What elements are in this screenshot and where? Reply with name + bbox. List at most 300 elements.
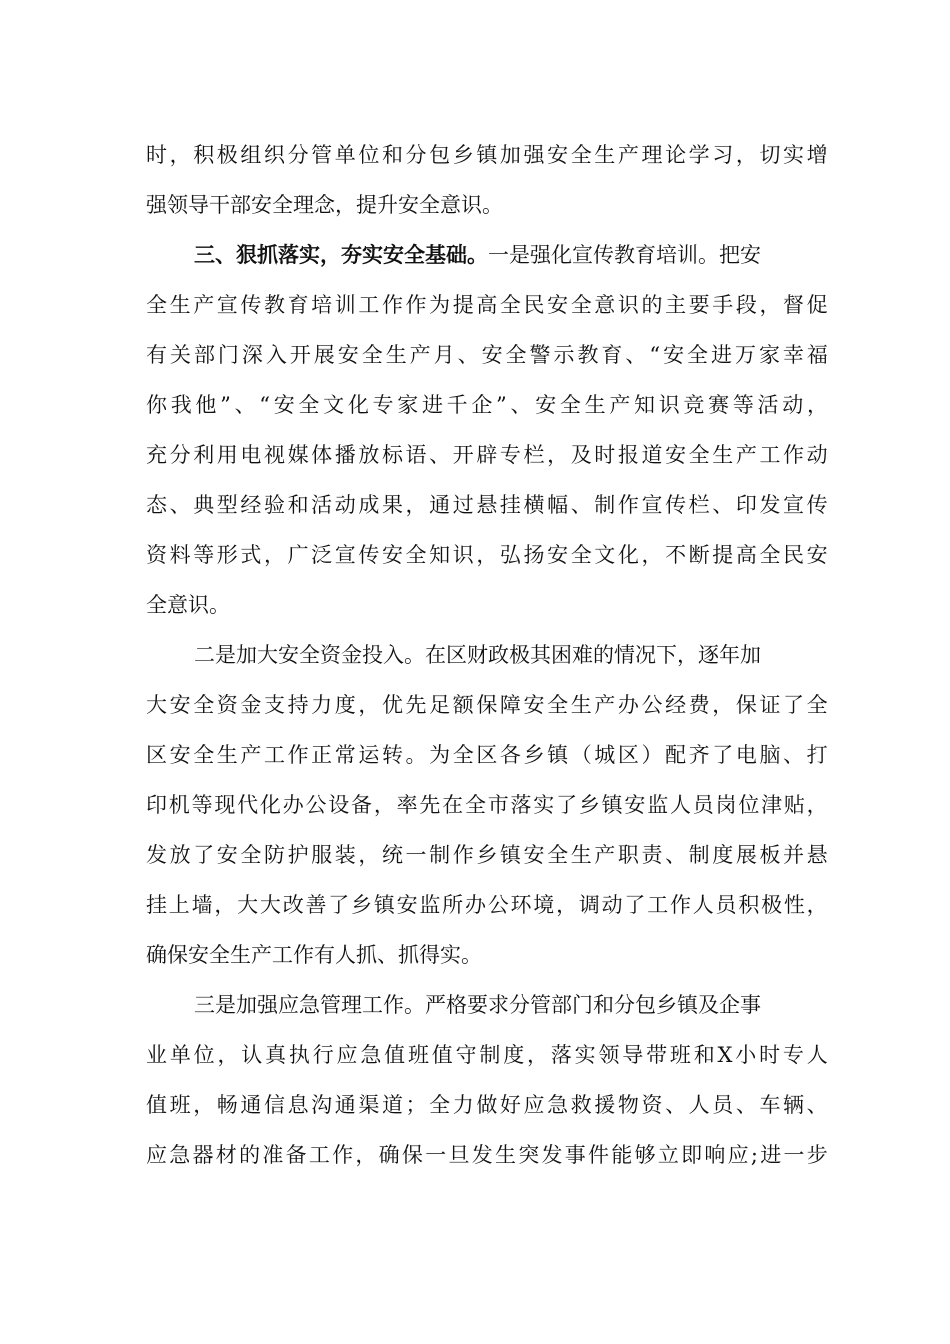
text-char: 作 xyxy=(381,293,403,317)
text-char: 区 xyxy=(146,743,167,767)
text-char: 上 xyxy=(168,893,190,917)
text-char: 应 xyxy=(727,1143,749,1167)
text-char: 赛 xyxy=(708,393,730,417)
text-char: 的 xyxy=(641,293,663,317)
text-char: 先 xyxy=(405,693,427,717)
text-char: 乡 xyxy=(351,893,373,917)
text-char: 镇 xyxy=(601,793,623,817)
text-char: 通 xyxy=(429,493,451,517)
text-char: 产 xyxy=(594,693,616,717)
text-char: 示 xyxy=(553,343,575,367)
text-char: 班 xyxy=(407,1043,429,1067)
text-char: 环 xyxy=(510,893,532,917)
text-char: 产 xyxy=(609,393,631,417)
text-char: 贴 xyxy=(783,793,805,817)
text-char: 电 xyxy=(735,743,757,767)
text-char: 援 xyxy=(594,1093,616,1117)
text-char: 性 xyxy=(783,893,805,917)
text-line xyxy=(146,330,828,380)
text-char: ， xyxy=(214,893,236,917)
text-char: 发 xyxy=(541,1143,563,1167)
text-char: 、 xyxy=(169,493,191,517)
text-char: 急 xyxy=(169,1143,191,1167)
text-char: 守 xyxy=(455,1043,477,1067)
text-char: 安 xyxy=(535,393,557,417)
text-char: 宣 xyxy=(641,493,663,517)
text-char: 了 xyxy=(783,693,805,717)
text-char: 值 xyxy=(431,1043,453,1067)
text-char: 、 xyxy=(712,493,734,517)
text-char: 了 xyxy=(712,743,734,767)
text-char: 额 xyxy=(452,693,474,717)
text-char: 实 xyxy=(574,1043,596,1067)
text-char: 、 xyxy=(806,1093,828,1117)
text-char: 动 xyxy=(782,393,804,417)
text-char: 准 xyxy=(262,1143,284,1167)
text-char: 安 xyxy=(381,543,403,567)
text-char: 防 xyxy=(263,843,285,867)
text-char: 育 xyxy=(601,343,623,367)
text-char: 栏 xyxy=(523,443,545,467)
text-char: 活 xyxy=(757,393,779,417)
text-char: 挂 xyxy=(146,893,167,917)
text-line xyxy=(146,1080,828,1130)
text-char: 急 xyxy=(360,1043,382,1067)
text-char: 乡 xyxy=(476,843,498,867)
text-char: 全 xyxy=(499,293,521,317)
text-char: 全 xyxy=(193,693,215,717)
text-char: 、 xyxy=(783,743,805,767)
text-char: 经 xyxy=(240,493,262,517)
text-char: 习 xyxy=(712,143,734,167)
text-char: 打 xyxy=(806,743,828,767)
text-char: 公 xyxy=(487,893,509,917)
text-char: 幅 xyxy=(547,493,569,517)
paragraph-continuation xyxy=(146,130,828,230)
text-char: 进 xyxy=(760,1143,782,1167)
text-char: 在 xyxy=(442,793,464,817)
text-char: 公 xyxy=(641,693,663,717)
text-char: 要 xyxy=(688,293,710,317)
text-char: 放 xyxy=(169,843,191,867)
text-char: 单 xyxy=(334,143,356,167)
line-text: 强领导干部安全理念，提升安全意识。 xyxy=(146,193,503,217)
text-char: 急 xyxy=(547,1093,569,1117)
text-line xyxy=(146,880,828,930)
text-char: 我 xyxy=(170,393,192,417)
text-char: 应 xyxy=(146,1143,167,1167)
text-char: ， xyxy=(712,693,734,717)
text-char: 作 xyxy=(617,493,639,517)
text-char: 安 xyxy=(663,343,685,367)
text-char: 发 xyxy=(759,493,781,517)
text-char: 知 xyxy=(429,543,451,567)
text-char: 放 xyxy=(358,443,380,467)
text-char: 教 xyxy=(263,293,285,317)
text-char: 职 xyxy=(617,843,639,867)
text-char: 安 xyxy=(169,743,191,767)
text-char: 宣 xyxy=(783,493,805,517)
text-char: 时 xyxy=(146,143,167,167)
text-char: 型 xyxy=(216,493,238,517)
text-char: 主 xyxy=(665,293,687,317)
text-char: 、 xyxy=(665,1093,687,1117)
text-char: X xyxy=(717,1043,733,1067)
text-char: 人 xyxy=(688,1093,710,1117)
text-char: ; xyxy=(750,1143,758,1167)
text-char: 的 xyxy=(239,1143,261,1167)
text-char: 班 xyxy=(669,1043,691,1067)
text-char: 位 xyxy=(193,1043,215,1067)
text-line xyxy=(146,730,828,780)
text-char: 竞 xyxy=(683,393,705,417)
text-char: 积 xyxy=(738,893,760,917)
text-char: 为 xyxy=(429,293,451,317)
text-char: 所 xyxy=(442,893,464,917)
text-char: 文 xyxy=(594,543,616,567)
text-char: 时 xyxy=(594,443,616,467)
text-char: 产 xyxy=(193,293,215,317)
text-char: 组 xyxy=(240,143,262,167)
text-char: 全 xyxy=(505,343,527,367)
text-char: 镇 xyxy=(547,743,569,767)
text-char: 加 xyxy=(499,143,521,167)
text-char: ， xyxy=(527,1043,548,1067)
text-char: 媒 xyxy=(287,443,309,467)
text-char: 员 xyxy=(692,793,714,817)
text-char: 度 xyxy=(712,843,734,867)
text-char: 广 xyxy=(287,543,309,567)
text-char: 传 xyxy=(240,293,262,317)
text-char: 式 xyxy=(240,543,262,567)
text-char: 善 xyxy=(305,893,327,917)
text-char: 度 xyxy=(334,693,356,717)
text-char: 道 xyxy=(641,443,663,467)
text-char: 保 xyxy=(476,693,498,717)
text-char: 生 xyxy=(570,843,592,867)
text-char: 和 xyxy=(381,143,403,167)
text-char: 资 xyxy=(216,693,238,717)
text-char: 部 xyxy=(193,343,215,367)
text-char: 办 xyxy=(464,893,486,917)
text-char: 息 xyxy=(287,1093,309,1117)
text-char: 月 xyxy=(433,343,455,367)
text-char: 应 xyxy=(523,1093,545,1117)
text-char: 识 xyxy=(452,543,474,567)
text-char: 实 xyxy=(533,793,555,817)
text-char: 全 xyxy=(570,293,592,317)
text-char: ， xyxy=(373,793,395,817)
text-char: ， xyxy=(806,393,828,417)
text-char: 全 xyxy=(570,143,592,167)
text-char: 深 xyxy=(241,343,263,367)
text-char: 传 xyxy=(665,493,687,517)
text-char: 教 xyxy=(577,343,599,367)
text-char: 作 xyxy=(452,843,474,867)
text-char: 宣 xyxy=(216,293,238,317)
text-char: 班 xyxy=(169,1093,191,1117)
text-char: 悬 xyxy=(476,493,498,517)
text-char: 督 xyxy=(783,293,805,317)
text-char: 全 xyxy=(240,843,262,867)
text-char: 认 xyxy=(241,1043,263,1067)
text-char: 文 xyxy=(323,393,345,417)
text-char: 等 xyxy=(191,793,213,817)
text-char: 证 xyxy=(759,693,781,717)
text-char: 产 xyxy=(594,843,616,867)
text-char: 作 xyxy=(332,1143,354,1167)
text-char: 生 xyxy=(570,693,592,717)
text-char: 。 xyxy=(405,743,427,767)
text-char: 料 xyxy=(169,543,191,567)
text-char: 安 xyxy=(547,293,569,317)
text-char: 提 xyxy=(452,293,474,317)
text-line xyxy=(146,380,828,430)
text-char: 发 xyxy=(146,843,167,867)
text-char: 了 xyxy=(328,893,350,917)
text-char: 作 xyxy=(783,443,805,467)
text-char: 岗 xyxy=(715,793,737,817)
text-char: 、 xyxy=(234,393,256,417)
text-char: 齐 xyxy=(688,743,710,767)
text-char: 护 xyxy=(287,843,309,867)
text-char: 高 xyxy=(735,543,757,567)
text-char: 视 xyxy=(263,443,285,467)
text-char: 电 xyxy=(240,443,262,467)
text-char: 件 xyxy=(588,1143,610,1167)
line-text: 全意识。 xyxy=(146,593,230,617)
text-char: 安 xyxy=(523,843,545,867)
text-char: 一 xyxy=(783,1143,805,1167)
text-char: 机 xyxy=(168,793,190,817)
text-char: 好 xyxy=(499,1093,521,1117)
text-char: 市 xyxy=(487,793,509,817)
text-char: 公 xyxy=(305,793,327,817)
text-char: 企 xyxy=(471,393,493,417)
text-char: 产 xyxy=(617,143,639,167)
text-char: ， xyxy=(759,293,781,317)
text-char: 果 xyxy=(381,493,403,517)
text-char: 等 xyxy=(732,393,754,417)
text-char: 民 xyxy=(523,293,545,317)
text-char: 落 xyxy=(510,793,532,817)
line-text: 一是强化宣传教育培训。把安 xyxy=(488,243,761,267)
text-char: 民 xyxy=(783,543,805,567)
text-char: 他 xyxy=(195,393,217,417)
text-char: 人 xyxy=(669,793,691,817)
text-char: 悬 xyxy=(806,843,828,867)
text-char: 转 xyxy=(381,743,403,767)
text-char: 响 xyxy=(704,1143,726,1167)
text-char: 全 xyxy=(361,343,383,367)
text-char: 训 xyxy=(334,293,356,317)
text-char: 城 xyxy=(594,743,616,767)
text-char: 、 xyxy=(665,843,687,867)
text-char: 度 xyxy=(503,1043,525,1067)
text-char: 识 xyxy=(658,393,680,417)
text-char: 、 xyxy=(510,393,532,417)
text-char: ， xyxy=(358,693,380,717)
text-char: 安 xyxy=(216,843,238,867)
text-line xyxy=(146,830,828,880)
text-char: 展 xyxy=(735,843,757,867)
text-char: 语 xyxy=(405,443,427,467)
text-char: 提 xyxy=(712,543,734,567)
text-char: 专 xyxy=(782,1043,804,1067)
text-char: 万 xyxy=(734,343,756,367)
text-line xyxy=(146,180,828,230)
text-char: 值 xyxy=(384,1043,406,1067)
text-char: 一 xyxy=(425,1143,447,1167)
text-char: 责 xyxy=(641,843,663,867)
text-line xyxy=(146,780,828,830)
text-char: 极 xyxy=(216,143,238,167)
text-char: 执 xyxy=(288,1043,310,1067)
text-char: 典 xyxy=(193,493,215,517)
text-char: 制 xyxy=(429,843,451,867)
text-char: 优 xyxy=(381,693,403,717)
text-char: 工 xyxy=(759,443,781,467)
text-char: 车 xyxy=(759,1093,781,1117)
text-char: 工 xyxy=(647,893,669,917)
text-char: 道 xyxy=(381,1093,403,1117)
text-char: 进 xyxy=(711,343,732,367)
text-char: 持 xyxy=(287,693,309,717)
text-char: 全 xyxy=(547,693,569,717)
text-char: 大 xyxy=(146,693,167,717)
text-char: ， xyxy=(217,1043,239,1067)
text-char: 工 xyxy=(358,293,380,317)
text-char: 改 xyxy=(282,893,304,917)
text-char: 保 xyxy=(401,1143,423,1167)
text-char: 知 xyxy=(634,393,656,417)
text-line xyxy=(146,1130,828,1180)
text-char: 正 xyxy=(311,743,333,767)
text-char: 境 xyxy=(533,893,555,917)
text-char: ， xyxy=(547,443,569,467)
text-char: 率 xyxy=(396,793,418,817)
text-char: 费 xyxy=(688,693,710,717)
text-char: 产 xyxy=(735,443,757,467)
text-char: 福 xyxy=(806,343,828,367)
text-char: 生 xyxy=(594,143,616,167)
text-char: 不 xyxy=(665,543,687,567)
text-char: 业 xyxy=(146,1043,167,1067)
text-char: ； xyxy=(405,1093,427,1117)
text-char: 分 xyxy=(287,143,309,167)
text-char: ， xyxy=(405,493,427,517)
text-char: 人 xyxy=(692,893,714,917)
text-char: 足 xyxy=(429,693,451,717)
text-char: ， xyxy=(476,543,498,567)
text-char: 墙 xyxy=(191,893,213,917)
text-char: 作 xyxy=(405,293,427,317)
line-text: 确保安全生产工作有人抓、抓得实。 xyxy=(146,943,482,967)
text-line xyxy=(146,230,828,280)
text-char: 和 xyxy=(287,493,309,517)
text-char: 安 xyxy=(806,543,828,567)
text-char: 关 xyxy=(169,343,191,367)
text-char: 断 xyxy=(688,543,710,567)
text-char: 分 xyxy=(405,143,427,167)
text-char: 意 xyxy=(594,293,616,317)
text-char: 办 xyxy=(282,793,304,817)
text-char: 全 xyxy=(547,843,569,867)
text-char: 津 xyxy=(761,793,783,817)
text-char: 通 xyxy=(240,1093,262,1117)
text-char: 领 xyxy=(598,1043,620,1067)
text-line xyxy=(146,930,828,980)
text-char: 员 xyxy=(712,1093,734,1117)
text-char: 镇 xyxy=(476,143,498,167)
text-char: 全 xyxy=(687,343,709,367)
text-char: 了 xyxy=(624,893,646,917)
text-line xyxy=(146,480,828,530)
text-char: 畅 xyxy=(216,1093,238,1117)
text-char: 、 xyxy=(625,343,647,367)
text-char: 产 xyxy=(409,343,431,367)
text-char: ， xyxy=(641,543,663,567)
text-char: 生 xyxy=(216,743,238,767)
text-char: 、 xyxy=(457,343,479,367)
text-char: 乡 xyxy=(523,743,545,767)
text-char: 旦 xyxy=(448,1143,470,1167)
text-char: 金 xyxy=(240,693,262,717)
text-char: 标 xyxy=(381,443,403,467)
text-char: 报 xyxy=(617,443,639,467)
text-char: 常 xyxy=(334,743,356,767)
text-char: 信 xyxy=(263,1093,285,1117)
text-char: 全 xyxy=(193,743,215,767)
text-char: 立 xyxy=(657,1143,679,1167)
text-char: 渠 xyxy=(358,1093,380,1117)
text-char: 并 xyxy=(783,843,805,867)
text-char: 保 xyxy=(735,693,757,717)
text-char: 备 xyxy=(351,793,373,817)
text-char: 安 xyxy=(547,143,569,167)
text-line xyxy=(146,580,828,630)
text-char: 印 xyxy=(735,493,757,517)
text-char: 进 xyxy=(421,393,443,417)
text-char: 统 xyxy=(381,843,403,867)
text-char: 分 xyxy=(169,443,191,467)
text-char: 宣 xyxy=(334,543,356,567)
text-char: 设 xyxy=(328,793,350,817)
text-char: 及 xyxy=(570,443,592,467)
text-line xyxy=(146,980,828,1030)
text-char: 制 xyxy=(479,1043,501,1067)
text-char: 家 xyxy=(758,343,780,367)
text-char: 增 xyxy=(806,143,828,167)
text-char: 安 xyxy=(396,893,418,917)
text-char: 极 xyxy=(761,893,783,917)
text-char: 段 xyxy=(735,293,757,317)
text-char: 织 xyxy=(263,143,285,167)
text-char: 过 xyxy=(452,493,474,517)
text-char: “ xyxy=(259,393,271,417)
text-char: 横 xyxy=(523,493,545,517)
text-char: 动 xyxy=(806,443,828,467)
text-char: 导 xyxy=(622,1043,644,1067)
text-char: 装 xyxy=(334,843,356,867)
text-char: 全 xyxy=(298,393,320,417)
text-char: 全 xyxy=(806,693,828,717)
text-char: 物 xyxy=(617,1093,639,1117)
text-char: 镇 xyxy=(499,843,521,867)
text-char: ， xyxy=(735,143,757,167)
text-char: 大 xyxy=(237,893,259,917)
text-char: 开 xyxy=(452,443,474,467)
